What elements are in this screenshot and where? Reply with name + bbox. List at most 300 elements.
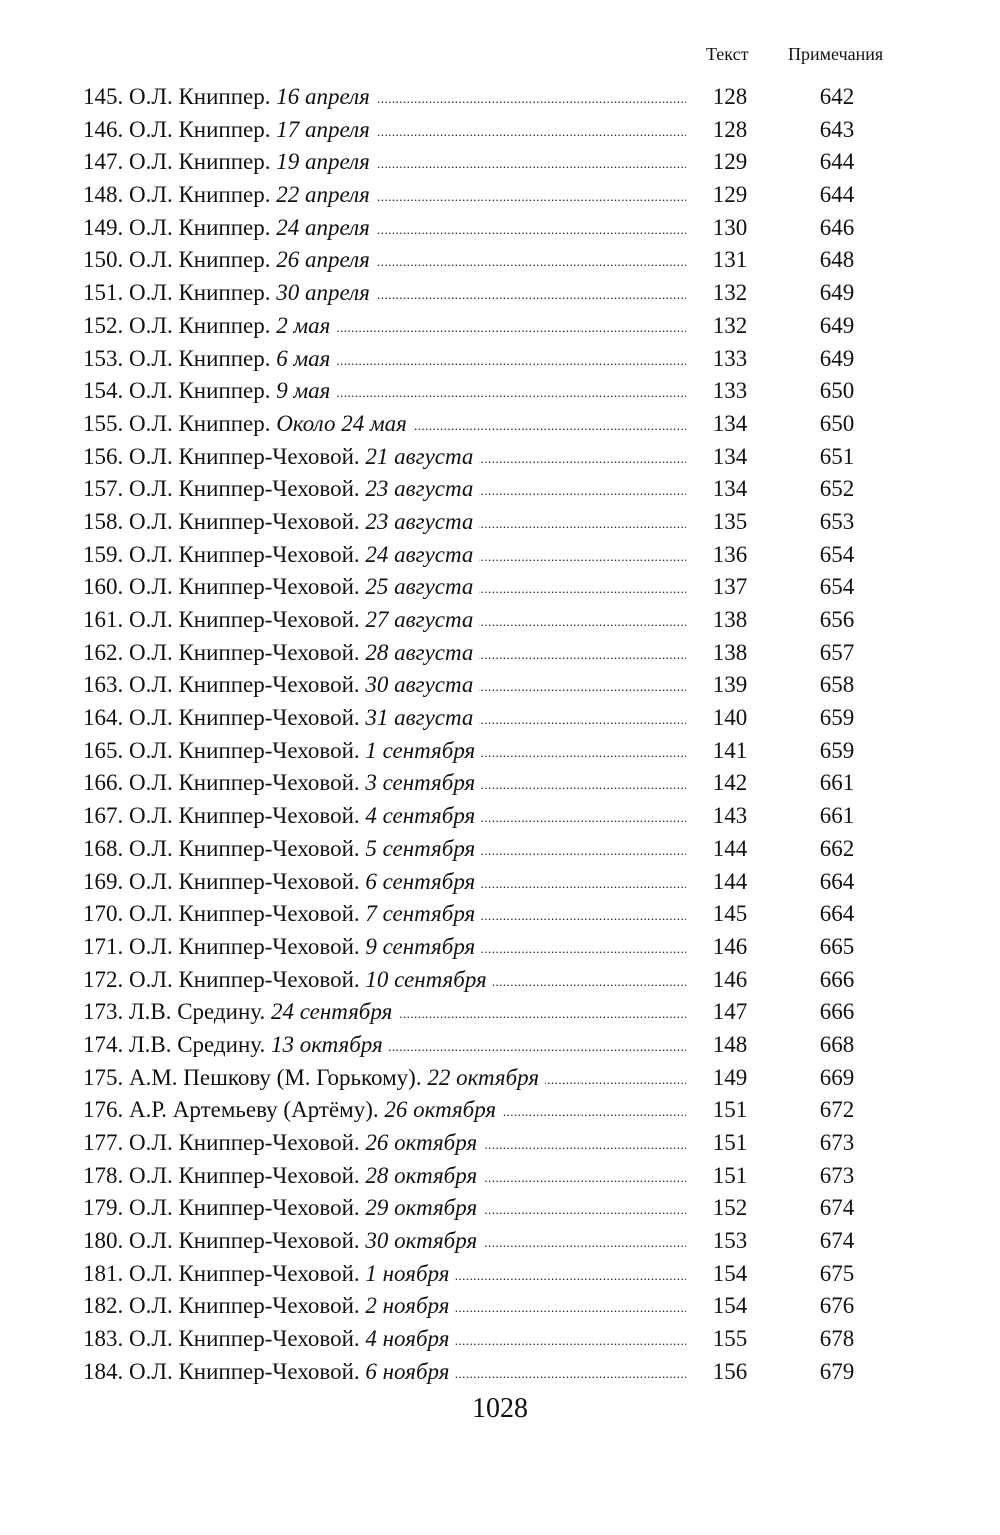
toc-entry [83, 506, 686, 539]
toc-entry-heading [83, 117, 376, 142]
toc-entry-heading [83, 672, 479, 697]
toc-row [0, 800, 1000, 833]
toc-entry [83, 1029, 686, 1062]
toc-entry-heading [83, 444, 479, 469]
toc-row [0, 343, 1000, 376]
toc-row [0, 1127, 1000, 1160]
text-page-number: 134 [712, 443, 748, 469]
notes-page-number: 658 [819, 672, 855, 698]
toc-entry-heading [83, 1359, 455, 1384]
entry-addressee: О.Л. Книппер-Чеховой. [129, 835, 360, 861]
toc-row [0, 1062, 1000, 1095]
entry-number: 161. [83, 607, 124, 632]
entry-number: 145. [83, 84, 124, 109]
notes-page-number: 678 [819, 1326, 855, 1352]
notes-page-number: 672 [819, 1097, 855, 1123]
toc-row [0, 669, 1000, 702]
toc-entry [83, 146, 686, 179]
toc-row [0, 441, 1000, 474]
toc-entry-heading [83, 1065, 545, 1090]
text-page-number: 140 [712, 705, 748, 731]
entry-date: 30 апреля [276, 280, 370, 306]
notes-page-number: 661 [819, 803, 855, 829]
entry-addressee: О.Л. Книппер. [129, 280, 271, 306]
entry-number: 166. [83, 770, 124, 796]
toc-row [0, 1192, 1000, 1225]
entry-number: 164. [83, 705, 124, 731]
notes-page-number: 648 [819, 247, 855, 273]
notes-page-number: 676 [819, 1293, 855, 1319]
entry-addressee: А.М. Пешкову (М. Горькому). [129, 1064, 422, 1090]
toc-row [0, 1225, 1000, 1258]
toc-entry [83, 669, 686, 702]
entry-date: 2 ноября [365, 1293, 450, 1319]
entry-addressee: О.Л. Книппер-Чеховой. [129, 1228, 360, 1254]
entry-number: 159. [83, 541, 124, 567]
toc-entry-heading [83, 901, 481, 926]
entry-number: 153. [83, 345, 124, 371]
notes-page-number: 659 [819, 705, 855, 731]
notes-page-number: 654 [819, 541, 855, 567]
notes-page-number: 646 [819, 214, 855, 240]
entry-addressee: О.Л. Книппер-Чеховой. [129, 737, 360, 763]
toc-row [0, 473, 1000, 506]
toc-row [0, 375, 1000, 408]
toc-row [0, 506, 1000, 539]
notes-page-number: 653 [819, 508, 855, 534]
toc-entry-heading [83, 836, 481, 861]
text-page-number: 153 [712, 1228, 748, 1254]
entry-number: 171. [83, 933, 124, 959]
entry-date: 9 мая [276, 378, 331, 404]
toc-entry [83, 800, 686, 833]
entry-addressee: О.Л. Книппер-Чеховой. [129, 574, 360, 600]
entry-addressee: О.Л. Книппер-Чеховой. [129, 705, 360, 731]
entry-number: 165. [83, 737, 124, 763]
toc-entry-heading [83, 476, 479, 501]
entry-date: 30 октября [365, 1228, 478, 1254]
text-page-number: 129 [712, 182, 748, 208]
toc-entry-heading [83, 1097, 502, 1122]
notes-page-number: 649 [819, 312, 855, 338]
entry-date: 9 сентября [365, 933, 476, 959]
entry-date: 6 сентября [365, 868, 476, 894]
entry-addressee: О.Л. Книппер. [129, 410, 271, 436]
entry-date: 21 августа [365, 443, 474, 469]
entry-number: 167. [83, 803, 124, 829]
entry-number: 150. [83, 247, 124, 273]
notes-page-number: 668 [819, 1031, 855, 1057]
entry-number: 178. [83, 1162, 124, 1188]
toc-row [0, 244, 1000, 277]
toc-entry [83, 539, 686, 572]
toc-entry-heading [83, 411, 413, 436]
entry-date: 28 августа [365, 639, 474, 665]
text-page-number: 144 [712, 835, 748, 861]
page-number: 1028 [472, 1393, 528, 1424]
toc-entry-heading [83, 346, 336, 371]
notes-page-number: 656 [819, 607, 855, 632]
toc-entry-heading [83, 934, 481, 959]
toc-entry [83, 996, 686, 1029]
notes-page-number: 669 [819, 1064, 855, 1090]
entry-date: 19 апреля [276, 149, 370, 175]
toc-entry [83, 375, 686, 408]
toc-entry [83, 571, 686, 604]
table-of-contents [0, 81, 1000, 1389]
toc-entry [83, 1356, 686, 1389]
text-page-number: 133 [712, 378, 748, 404]
text-page-number: 133 [712, 345, 748, 371]
entry-number: 175. [83, 1064, 124, 1090]
entry-number: 157. [83, 476, 124, 502]
toc-row [0, 1029, 1000, 1062]
entry-addressee: О.Л. Книппер-Чеховой. [129, 1260, 360, 1286]
toc-row [0, 571, 1000, 604]
toc-entry [83, 1094, 686, 1127]
text-page-number: 145 [712, 901, 748, 927]
toc-row [0, 114, 1000, 147]
toc-entry-heading [83, 247, 376, 272]
entry-date: 23 августа [365, 476, 474, 502]
toc-entry-heading [83, 215, 376, 240]
toc-entry [83, 473, 686, 506]
text-page-number: 146 [712, 933, 748, 959]
entry-number: 172. [83, 966, 124, 992]
toc-row [0, 310, 1000, 343]
text-page-number: 156 [712, 1358, 748, 1384]
entry-number: 173. [83, 999, 124, 1025]
toc-entry [83, 441, 686, 474]
toc-entry-heading [83, 149, 376, 174]
notes-page-number: 651 [819, 443, 855, 469]
text-page-number: 134 [712, 410, 748, 436]
entry-addressee: О.Л. Книппер. [129, 312, 271, 338]
toc-entry-heading [83, 84, 376, 109]
notes-page-number: 654 [819, 574, 855, 600]
toc-entry [83, 408, 686, 441]
toc-entry-heading [83, 1163, 483, 1188]
toc-entry-heading [83, 803, 481, 828]
entry-number: 169. [83, 868, 124, 894]
entry-addressee: О.Л. Книппер. [129, 378, 271, 404]
toc-entry [83, 833, 686, 866]
notes-page-number: 674 [819, 1228, 855, 1254]
header-text-column: Текст [706, 44, 749, 64]
entry-date: 16 апреля [276, 84, 370, 109]
toc-entry-heading [83, 574, 479, 599]
notes-page-number: 649 [819, 345, 855, 371]
entry-date: 13 октября [270, 1031, 383, 1057]
toc-row [0, 1094, 1000, 1127]
text-page-number: 137 [712, 574, 748, 600]
entry-addressee: О.Л. Книппер. [129, 247, 271, 273]
toc-entry [83, 735, 686, 768]
toc-entry-heading [83, 1293, 455, 1318]
toc-row [0, 767, 1000, 800]
toc-entry [83, 898, 686, 931]
entry-date: 10 сентября [365, 966, 487, 992]
toc-entry [83, 310, 686, 343]
entry-addressee: О.Л. Книппер-Чеховой. [129, 901, 360, 927]
notes-page-number: 666 [819, 966, 855, 992]
toc-entry-heading [83, 542, 479, 567]
notes-page-number: 650 [819, 410, 855, 436]
toc-entry-heading [83, 738, 481, 763]
toc-row [0, 637, 1000, 670]
toc-entry [83, 1290, 686, 1323]
entry-date: 22 апреля [276, 182, 370, 208]
toc-row [0, 81, 1000, 114]
text-page-number: 151 [712, 1130, 748, 1155]
toc-entry [83, 866, 686, 899]
text-page-number: 139 [712, 672, 748, 698]
entry-date: 27 августа [365, 607, 474, 632]
entry-number: 163. [83, 672, 124, 698]
entry-number: 156. [83, 443, 124, 469]
entry-addressee: О.Л. Книппер-Чеховой. [129, 803, 360, 829]
toc-entry-heading [83, 1130, 483, 1155]
entry-addressee: О.Л. Книппер-Чеховой. [129, 770, 360, 796]
toc-entry-heading [83, 182, 376, 207]
entry-date: 4 ноября [365, 1326, 450, 1352]
column-headers [0, 44, 1000, 70]
toc-row [0, 702, 1000, 735]
text-page-number: 136 [712, 541, 748, 567]
text-page-number: 151 [712, 1097, 748, 1123]
toc-row [0, 996, 1000, 1029]
entry-addressee: О.Л. Книппер-Чеховой. [129, 1358, 360, 1384]
text-page-number: 130 [712, 214, 748, 240]
text-page-number: 148 [712, 1031, 748, 1057]
toc-entry [83, 767, 686, 800]
toc-entry [83, 212, 686, 245]
entry-date: 25 августа [365, 574, 474, 600]
toc-entry-heading [83, 1195, 483, 1220]
entry-addressee: О.Л. Книппер-Чеховой. [129, 933, 360, 959]
text-page-number: 152 [712, 1195, 748, 1221]
entry-addressee: О.Л. Книппер-Чеховой. [129, 1293, 360, 1319]
toc-row [0, 212, 1000, 245]
entry-number: 149. [83, 214, 124, 240]
toc-entry-heading [83, 705, 479, 730]
toc-row [0, 735, 1000, 768]
entry-addressee: О.Л. Книппер-Чеховой. [129, 1162, 360, 1188]
entry-addressee: О.Л. Книппер. [129, 345, 271, 371]
toc-row [0, 604, 1000, 637]
text-page-number: 141 [712, 737, 748, 763]
text-page-number: 155 [712, 1326, 748, 1352]
notes-page-number: 659 [819, 737, 855, 763]
toc-entry [83, 637, 686, 670]
notes-page-number: 643 [819, 116, 855, 142]
entry-addressee: О.Л. Книппер. [129, 116, 271, 142]
entry-addressee: О.Л. Книппер. [129, 214, 271, 240]
entry-date: 29 октября [365, 1195, 478, 1221]
toc-entry [83, 277, 686, 310]
text-page-number: 151 [712, 1162, 748, 1188]
toc-entry-heading [83, 1261, 455, 1286]
entry-date: 6 ноября [365, 1358, 450, 1384]
entry-number: 162. [83, 639, 124, 665]
toc-entry [83, 931, 686, 964]
toc-entry-heading [83, 770, 481, 795]
entry-date: 1 сентября [365, 737, 476, 763]
text-page-number: 154 [712, 1293, 748, 1319]
entry-number: 170. [83, 901, 124, 927]
text-page-number: 146 [712, 966, 748, 992]
text-page-number: 129 [712, 149, 748, 175]
entry-addressee: О.Л. Книппер-Чеховой. [129, 607, 360, 632]
entry-addressee: О.Л. Книппер-Чеховой. [129, 868, 360, 894]
text-page-number: 138 [712, 639, 748, 665]
notes-page-number: 661 [819, 770, 855, 796]
notes-page-number: 674 [819, 1195, 855, 1221]
entry-date: 31 августа [365, 705, 474, 731]
toc-entry [83, 244, 686, 277]
notes-page-number: 673 [819, 1162, 855, 1188]
text-page-number: 149 [712, 1064, 748, 1090]
entry-number: 154. [83, 378, 124, 404]
entry-addressee: О.Л. Книппер-Чеховой. [129, 1195, 360, 1221]
entry-date: 23 августа [365, 508, 474, 534]
toc-row [0, 146, 1000, 179]
toc-entry [83, 1160, 686, 1193]
entry-number: 181. [83, 1260, 124, 1286]
toc-row [0, 964, 1000, 997]
toc-entry [83, 604, 686, 637]
toc-row [0, 833, 1000, 866]
entry-date: 26 октября [384, 1097, 497, 1123]
entry-date: 28 октября [365, 1162, 478, 1188]
notes-page-number: 679 [819, 1358, 855, 1384]
entry-number: 184. [83, 1358, 124, 1384]
entry-date: 17 апреля [276, 116, 370, 142]
entry-date: 24 августа [365, 541, 474, 567]
entry-addressee: О.Л. Книппер-Чеховой. [129, 443, 360, 469]
entry-number: 158. [83, 508, 124, 534]
toc-entry-heading [83, 967, 493, 992]
toc-row [0, 1258, 1000, 1291]
text-page-number: 131 [712, 247, 748, 273]
toc-entry-heading [83, 313, 336, 338]
notes-page-number: 644 [819, 149, 855, 175]
text-page-number: 154 [712, 1260, 748, 1286]
text-page-number: 138 [712, 607, 748, 632]
text-page-number: 142 [712, 770, 748, 796]
toc-entry [83, 1323, 686, 1356]
toc-entry [83, 1127, 686, 1160]
entry-addressee: О.Л. Книппер. [129, 182, 271, 208]
entry-number: 177. [83, 1130, 124, 1155]
entry-date: 3 сентября [365, 770, 476, 796]
notes-page-number: 666 [819, 999, 855, 1025]
entry-number: 155. [83, 410, 124, 436]
entry-addressee: А.Р. Артемьеву (Артёму). [129, 1097, 379, 1123]
notes-page-number: 649 [819, 280, 855, 306]
entry-number: 176. [83, 1097, 124, 1123]
notes-page-number: 652 [819, 476, 855, 502]
entry-date: 30 августа [365, 672, 474, 698]
toc-row [0, 866, 1000, 899]
entry-addressee: О.Л. Книппер-Чеховой. [129, 672, 360, 698]
entry-date: 26 октября [365, 1130, 478, 1155]
entry-number: 152. [83, 312, 124, 338]
notes-page-number: 657 [819, 639, 855, 665]
entry-date: Около 24 мая [276, 410, 407, 436]
entry-addressee: Л.В. Средину. [129, 1031, 266, 1057]
notes-page-number: 642 [819, 84, 855, 109]
toc-entry [83, 343, 686, 376]
toc-entry-heading [83, 999, 398, 1024]
entry-number: 174. [83, 1031, 124, 1057]
text-page-number: 134 [712, 476, 748, 502]
toc-entry [83, 1225, 686, 1258]
entry-number: 146. [83, 116, 124, 142]
toc-entry-heading [83, 378, 336, 403]
toc-entry [83, 179, 686, 212]
entry-number: 148. [83, 182, 124, 208]
notes-page-number: 664 [819, 868, 855, 894]
toc-entry [83, 1192, 686, 1225]
notes-page-number: 662 [819, 835, 855, 861]
toc-entry-heading [83, 869, 481, 894]
entry-number: 179. [83, 1195, 124, 1221]
toc-row [0, 408, 1000, 441]
entry-number: 160. [83, 574, 124, 600]
notes-page-number: 673 [819, 1130, 855, 1155]
toc-row [0, 539, 1000, 572]
toc-entry [83, 114, 686, 147]
text-page-number: 132 [712, 312, 748, 338]
toc-entry-heading [83, 1228, 483, 1253]
notes-page-number: 650 [819, 378, 855, 404]
entry-date: 6 мая [276, 345, 331, 371]
entry-addressee: О.Л. Книппер-Чеховой. [129, 966, 360, 992]
notes-page-number: 644 [819, 182, 855, 208]
notes-page-number: 664 [819, 901, 855, 927]
notes-page-number: 665 [819, 933, 855, 959]
entry-addressee: О.Л. Книппер. [129, 84, 271, 109]
entry-date: 2 мая [276, 312, 331, 338]
text-page-number: 135 [712, 508, 748, 534]
toc-row [0, 1290, 1000, 1323]
entry-number: 183. [83, 1326, 124, 1352]
entry-number: 151. [83, 280, 124, 306]
entry-addressee: О.Л. Книппер-Чеховой. [129, 639, 360, 665]
entry-addressee: О.Л. Книппер-Чеховой. [129, 541, 360, 567]
notes-page-number: 675 [819, 1260, 855, 1286]
toc-entry [83, 81, 686, 114]
toc-entry [83, 964, 686, 997]
text-page-number: 143 [712, 803, 748, 829]
toc-entry-heading [83, 607, 479, 632]
entry-date: 5 сентября [365, 835, 476, 861]
entry-date: 4 сентября [365, 803, 476, 829]
entry-addressee: О.Л. Книппер-Чеховой. [129, 476, 360, 502]
toc-row [0, 898, 1000, 931]
entry-date: 24 сентября [270, 999, 393, 1025]
entry-date: 1 ноября [365, 1260, 450, 1286]
toc-row [0, 931, 1000, 964]
entry-date: 22 октября [427, 1064, 540, 1090]
toc-entry [83, 702, 686, 735]
entry-addressee: Л.В. Средину. [129, 999, 266, 1025]
entry-addressee: О.Л. Книппер. [129, 149, 271, 175]
toc-row [0, 179, 1000, 212]
text-page-number: 128 [712, 116, 748, 142]
toc-entry-heading [83, 509, 479, 534]
